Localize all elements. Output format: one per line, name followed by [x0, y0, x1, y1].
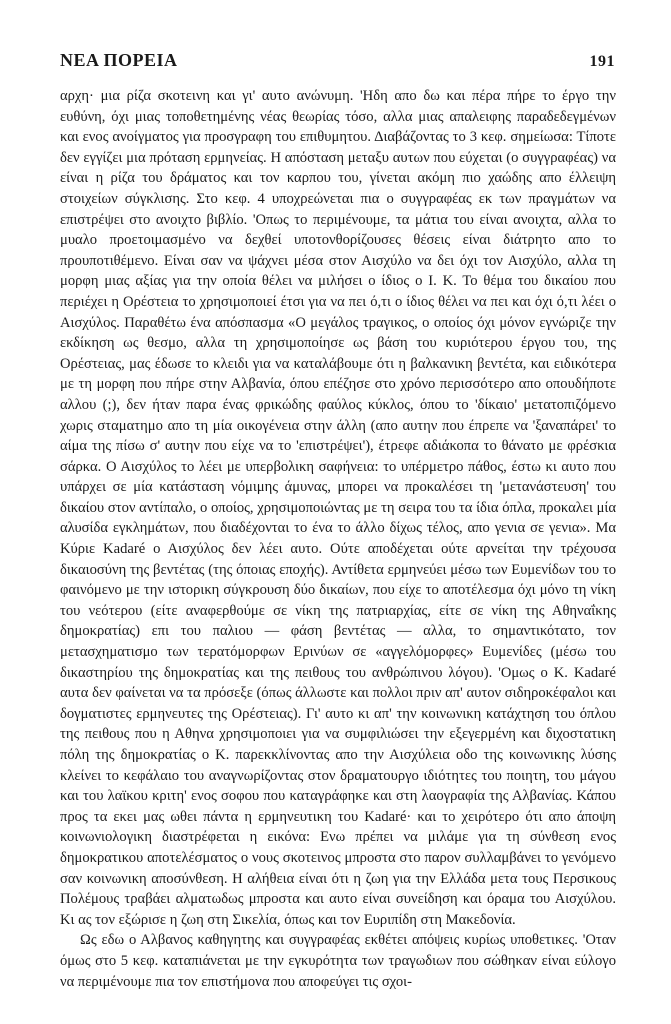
- running-head: [60, 50, 615, 71]
- paragraph-1: αρχη· μια ρίζα σκοτεινη και γι' αυτο ανώνυμη. 'Ηδη απο δω και πέρα πήρε το έργο την ευθύνη, όχι μιας τοποθετημένης νέας θεωρίας τόσο, αλλα μιας απαλειφης παραδεδεγμένων και ενος ανοίγματος για προσγραφη του επιθυμητου. Διαβάζοντας το 3 κεφ. σημείωσα: Τίποτε δεν εγγίζει μια πρόταση ερμηνείας. Η απόσταση μεταξυ αυτων που εύχεται (ο συγγραφέας) να είναι η ρίζα του δράματος και τον καρπου του, γίνεται ακόμη πιο χαώδης απο έλλειψη στοιχείων σύγκλισης. Στο κεφ. 4 υποχρεώνεται πια ο συγγραφέας εκ των πραγμάτων να επιστρέψει στο ανοιχτο βιβλίο. 'Οπως το περιμένουμε, τα μάτια του είναι ανοιχτα, αλλα το μυαλο προετοιμασμένο να δεχθεί υποτονθορίζουσες θέσεις είναι διάτρητο απο το προυποτιθέμενο. Είναι σαν να ψάχνει μέσα στον Αισχύλο να δει όχι τον Αισχύλο, αλλα τη μορφη μιας αξίας για την οποία θέλει να μιλήσει ο ίδιος ο Ι. Κ. Το θέμα του δικαίου που περιέχει η Ορέστεια το χρησιμοποιεί έτσι για να πει ό,τι ο ίδιος θέλει να πει και όχι ό,τι λέει ο Αισχύλος. Παραθέτω ένα απόσπασμα «Ο μεγάλος τραγικος, ο οποίος όχι μόνον εγνώριζε την εκδίκηση ως θεσμο, αλλα τη χρησιμοποίησε ως βάση του κυριότερου έργου του, της Ορέστειας, μας έδωσε το κλειδι για να καταλάβουμε ότι η βαλκανικη βεντέτα, και ειδικότερα με τη μορφη που πήρε στην Αλβανία, όπου επέζησε στο χρόνο περισσότερο απο οπουδήποτε αλλου (;), δεν ήταν παρα ένας φρικώδης φαύλος κύκλος, όπου το 'δίκαιο' μετατοπιζόμενο χωρις σταματημο απο τη μία οικογένεια στην άλλη (απο αυτην που έπρεπε να 'ξαναπάρει' το αίμα της πίσω σ' αυτην που είχε να το 'επιστρέψει'), έτρεφε αδιάκοπα το θάνατο με φρέσκια σάρκα. Ο Αισχύλος το λέει με υπερβολικη σαφήνεια: το υπέρμετρο πάθος, έστω κι αυτο που υπάρχει σε μία κατάσταση νόμιμης άμυνας, μπορει να προκαλέσει τη 'μετανάστευση' του δικαίου στον αντίπαλο, ο οποίος, χρησιμοποιώντας με τη σειρα του τα ίδια όπλα, προκαλει μία αλυσίδα εγκλημάτων, που διαδέχονται το ένα το άλλο δίχως τέλος, απο γενια σε γενια». Μα Κύριε Kadaré ο Αισχύλος δεν λέει αυτο. Ούτε αποδέχεται ούτε αρνείται την τρέχουσα δικαιοσύνη της βεντέτας (της όποιας εποχής). Αντίθετα ερμηνεύει μέσω των Ευμενίδων του το φαινόμενο με την ιστορικη σύγκρουση δύο δικαίων, που είχε το αποτέλεσμα όχι μόνο τη νίκη του νεότερου (είτε αναφερθούμε σε νίκη της πατριαρχίας, είτε σε νίκη της Αθηναΐκης δημοκρατίας) επι του παλιου — φάση βεντέτας — αλλα, το σημαντικότατο, τον μετασχηματισμο των τερατόμορφων Ερινύων σε «αγγελόμορφες» Ευμενίδες (μέσω του δικαστηρίου της δημοκρατίας και της πειθους του ανθρώπινου λόγου). 'Ομως ο Κ. Kadaré αυτα δεν φαίνεται να τα πρόσεξε (όπως άλλωστε και πολλοι πριν απ' αυτον σιδηροκέφαλοι και δογματιστες ερμηνευτες της Ορέστειας). Γι' αυτο κι απ' την κοινωνικη κατάχτηση του όπλου της πειθους που η Αθηνα χρησιμοποιει για να συμφιλιώσει την εξεγερμένη και διχοστατικη πόλη της δημοκρατίας ο Κ. παρεκκλίνοντας απο την Αισχύλεια οδο της κοινωνικης λύσης κλείνει το κεφάλαιο του αναγνωρίζοντας στον δραματουργο ιδιότητες του ποιητη, του μάγου και του λαϊκου κριτη' ενος σοφου που καταγράφηκε και στη λαογραφία της Αλβανίας. Κάπου προς τα εκει μας ωθει πάντα η ερμηνευτικη του Kadaré· και το χειρότερο ότι απο άποψη κοινωνιολογικη διαστρέφεται η εικόνα: Ενω πρέπει να μιλάμε για τη σύνθεση ενος δημοκρατικου αποτελέσματος ο νους σκοτεινος μπροστα στο παρον συλλαμβάνει το γενόμενο σαν κοινωνικη αποσύνθεση. Η αλήθεια είναι ότι η ζωη για την Ελλάδα μετα τους Περσικους Πολέμους τραβάει αλματωδως μπροστα και αυτο είναι συνείδηση και όραμα του Αισχύλου. Κι ας τον εξώρισε η ζωη στη Σικελία, όπως και τον Ευριπίδη στη Μακεδονία.: [60, 88, 616, 928]
- paragraph-2: Ως εδω ο Αλβανος καθηγητης και συγγραφέας εκθέτει απόψεις κυρίως υποθετικες. 'Οταν όμως στο 5 κεφ. καταπιάνεται με την εγκυρότητα των τραγωδιων που σώθηκαν είναι εύλογο να περιμένουμε πια τον επιστήμονα που αποφεύγει τις σχοι-: [60, 932, 616, 990]
- article-body: [60, 86, 616, 992]
- page-number: 191: [589, 53, 615, 70]
- journal-title: ΝΕΑ ΠΟΡΕΙΑ: [60, 50, 178, 70]
